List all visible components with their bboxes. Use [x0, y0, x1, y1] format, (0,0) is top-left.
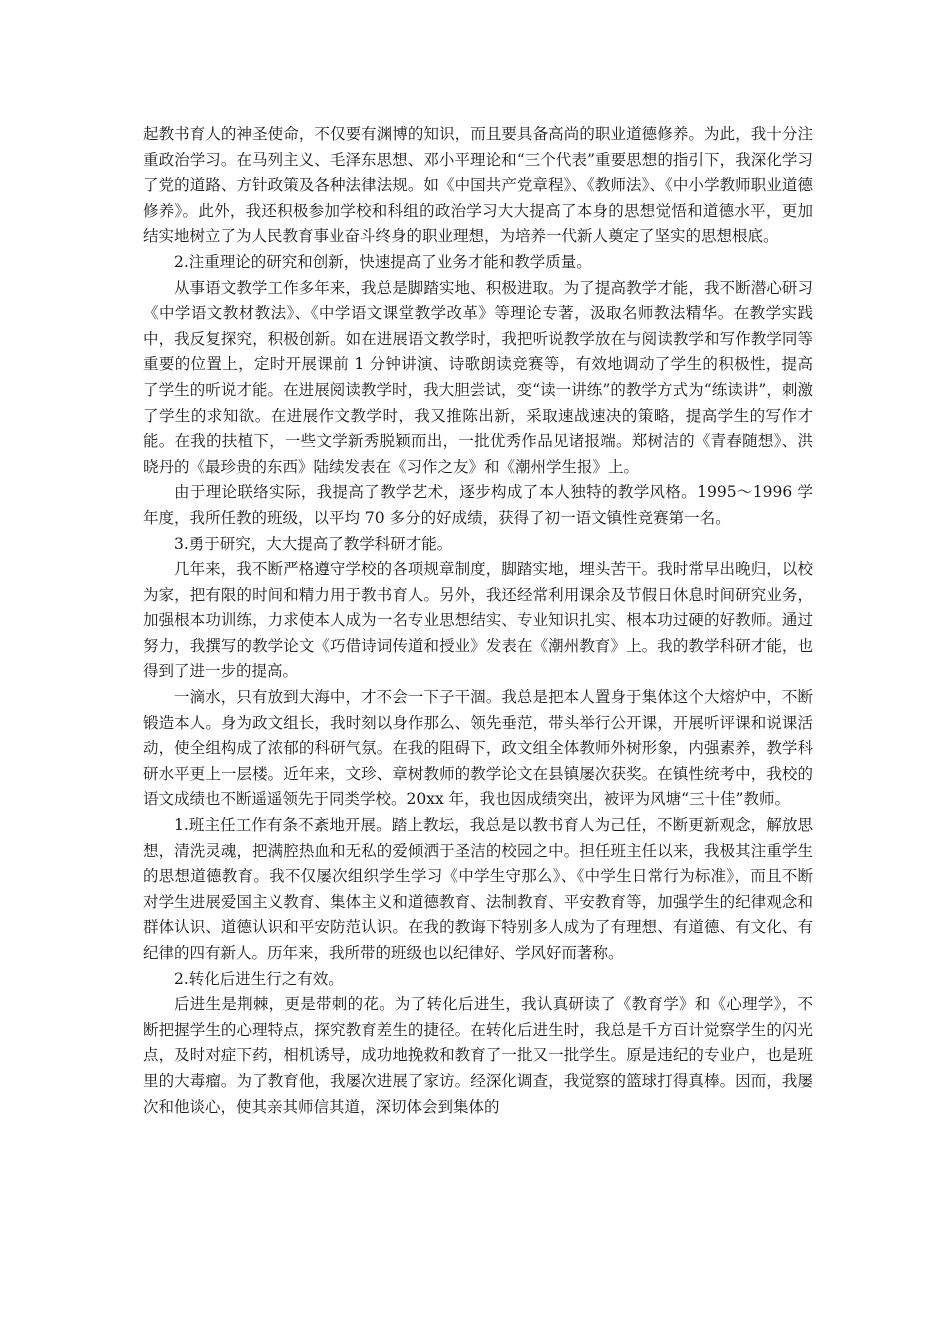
- paragraph-4: 由于理论联络实际，我提高了教学艺术，逐步构成了本人独特的教学风格。1995～1996 学年度，我所任教的班级，以平均 70 多分的好成绩，获得了初一语文镇性竞赛第一名。: [143, 483, 813, 527]
- paragraph-7: 一滴水，只有放到大海中，才不会一下子干涸。我总是把本人置身于集体这个大熔炉中，不断锻造本人。身为政文组长，我时刻以身作那么、领先垂范，带头举行公开课，开展听评课和说课活动，使全组构成了浓郁的科研气氛。在我的阻碍下，政文组全体教师外树形象，内强素养，教学科研水平更上一层楼。近年来，文珍、章树教师的教学论文在县镇屡次获奖。在镇性统考中，我校的语文成绩也不断遥遥领先于同类学校。20xx 年，我也因成绩突出，被评为风塘“三十佳”教师。: [143, 688, 813, 809]
- paragraph-8: 1.班主任工作有条不紊地开展。踏上教坛，我总是以教书育人为己任，不断更新观念，解放思想，清洗灵魂，把满腔热血和无私的爱倾洒于圣洁的校园之中。担任班主任以来，我极其注重学生的思想道德教育。我不仅屡次组织学生学习《中学生守那么》、《中学生日常行为标准》，而且不断对学生进展爱国主义教育、集体主义和道德教育、法制教育、平安教育等，加强学生的纪律观念和群体认识、道德认识和平安防范认识。在我的教诲下特别多人成为了有理想、有道德、有文化、有纪律的四有新人。历年来，我所带的班级也以纪律好、学风好而著称。: [143, 816, 813, 962]
- paragraph-5-heading: 3.勇于研究，大大提高了教学科研才能。: [174, 534, 453, 553]
- paragraph-9-heading: 2.转化后进生行之有效。: [174, 969, 344, 988]
- paragraph-6: 几年来，我不断严格遵守学校的各项规章制度，脚踏实地，埋头苦干。我时常早出晚归，以校为家，把有限的时间和精力用于教书育人。另外，我还经常利用课余及节假日休息时间研究业务，加强根本功训练，力求使本人成为一名专业思想结实、专业知识扎实、根本功过硬的好教师。通过努力，我撰写的教学论文《巧借诗词传道和授业》发表在《潮州教育》上。我的教学科研才能，也得到了进一步的提高。: [143, 560, 813, 681]
- paragraph-2-heading: 2.注重理论的研究和创新，快速提高了业务才能和教学质量。: [174, 252, 592, 271]
- paragraph-1: 起教书育人的神圣使命，不仅要有渊博的知识，而且要具备高尚的职业道德修养。为此，我十分注重政治学习。在马列主义、毛泽东思想、邓小平理论和“三个代表”重要思想的指引下，我深化学习了党的道路、方针政策及各种法律法规。如《中国共产党章程》、《教师法》、《中小学教师职业道德修养》。此外，我还积极参加学校和科组的政治学习大大提高了本身的思想觉悟和道德水平，更加结实地树立了为人民教育事业奋斗终身的职业理想，为培养一代新人奠定了坚实的思想根底。: [143, 125, 813, 246]
- document-body: [143, 122, 813, 1120]
- paragraph-3: 从事语文教学工作多年来，我总是脚踏实地、积极进取。为了提高教学才能，我不断潜心研习《中学语文教材教法》、《中学语文课堂教学改革》等理论专著，汲取名师教法精华。在教学实践中，我反复探究，积极创新。如在进展语文教学时，我把听说教学放在与阅读教学和写作教学同等重要的位置上，定时开展课前 1 分钟讲演、诗歌朗读竞赛等，有效地调动了学生的积极性，提高了学生的听说才能。在进展阅读教学时，我大胆尝试，变“读一讲练”的教学方式为“练读讲”，刺激了学生的求知欲。在进展作文教学时，我又推陈出新，采取速战速决的策略，提高学生的写作才能。在我的扶植下，一些文学新秀脱颖而出，一批优秀作品见诸报端。郑树洁的《青春随想》、洪晓丹的《最珍贵的东西》陆续发表在《习作之友》和《潮州学生报》上。: [143, 278, 813, 476]
- paragraph-10: 后进生是荆棘，更是带刺的花。为了转化后进生，我认真研读了《教育学》和《心理学》，不断把握学生的心理特点，探究教育差生的捷径。在转化后进生时，我总是千方百计觉察学生的闪光点，及时对症下药，相机诱导，成功地挽救和教育了一批又一批学生。原是违纪的专业户，也是班里的大毒瘤。为了教育他，我屡次进展了家访。经深化调查，我觉察的篮球打得真棒。因而，我屡次和他谈心，使其亲其师信其道，深切体会到集体的: [143, 995, 813, 1116]
